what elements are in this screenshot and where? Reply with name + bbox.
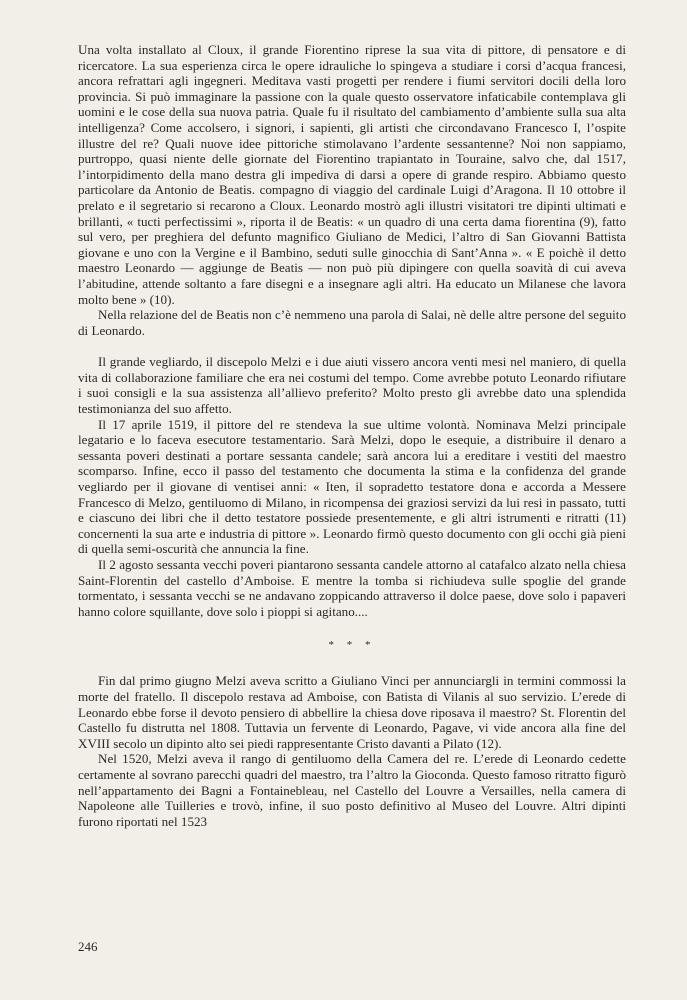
paragraph-3: Il grande vegliardo, il discepolo Melzi e i due aiuti vissero ancora venti mesi nel maniero, di quella vita di collaborazione familiare che era nei costumi del tempo. Come avrebbe potuto Leonardo rifiutare i suoi consigli e la sua assistenza all’allievo preferito? Molto presto gli avrebbe dato una splendida testimonianza del suo affetto. [78, 354, 626, 417]
paragraph-4: Il 17 aprile 1519, il pittore del re stendeva la sue ultime volontà. Nominava Melzi principale legatario e lo faceva esecutore testamentario. Sarà Melzi, dopo le esequie, a distribuire il denaro a sessanta poveri destinati a portare sessanta candele; sarà ancora lui a ereditare i vestiti del maestro scomparso. Infine, ecco il passo del testamento che documenta la stima e la confidenza del grande vegliardo per il giovane di ventisei anni: « Iten, il sopradetto testatore dona e accorda a Messere Francesco di Melzo, gentiluomo di Milano, in ricompensa dei graziosi servizi da lui resi in passato, tutti e ciascuno dei libri che il detto testatore possiede presentemente, e gli altri istrumenti e ritratti (11) concernenti la sua arte e industria di pittore ». Leonardo firmò questo documento con gli occhi già pieni di quella semi-oscurità che annuncia la fine. [78, 416, 626, 557]
paragraph-1: Una volta installato al Cloux, il grande Fiorentino riprese la sua vita di pittore, di pensatore e di ricercatore. La sua esperienza circa le opere idrauliche lo spingeva a studiare i corsi d’acqua francesi, ancora refrattari agli ingegneri. Meditava vasti progetti per rendere i fiumi servitori docili della loro provincia. Si può immaginare la passione con la quale questo osservatore infaticabile contemplava gli uomini e le cose della sua nuova patria. Quale fu il risultato del cambiamento d’ambiente sulla sua alta intelligenza? Come accolsero, i signori, i sapienti, gli artisti che circondavano Francesco I, l’ospite illustre del re? Quali nuove idee pittoriche stimolavano l’ardente sessantenne? Noi non sappiamo, purtroppo, quasi niente delle giornate del Fiorentino trapiantato in Touraine, salvo che, dal 1517, l’intorpidimento della mano destra gli impediva di darsi a opere di grande respiro. Abbiamo questo particolare da Antonio de Beatis. compagno di viaggio del cardinale Luigi d’Aragona. Il 10 ottobre il prelato e il segretario si recarono a Cloux. Leonardo mostrò agli illustri visitatori tre dipinti ultimati e brillanti, « tucti perfectissimi », riporta il de Beatis: « un quadro di una certa dama fiorentina (9), fatto sul vero, per preghiera del defunto magnifico Giuliano de Medici, l’altro di San Giovanni Battista giovane e uno con la Vergine e il Bambino, seduti sulle ginocchia di Sant’Anna ». « E poichè il detto maestro Leonardo — aggiunge de Beatis — non può più dipingere con quella soavità di cui aveva l’abitudine, attende soltanto a fare disegni e a insegnare agli altri. Ha educato un Milanese che lavora molto bene » (10). [78, 42, 626, 307]
section-separator: * * * [328, 639, 376, 652]
paragraph-2: Nella relazione del de Beatis non c’è nemmeno una parola di Salai, nè delle altre persone del seguito di Leonardo. [78, 307, 626, 338]
paragraph-6: Fin dal primo giugno Melzi aveva scritto a Giuliano Vinci per annunciargli in termini commossi la morte del fratello. Il discepolo restava ad Amboise, con Batista di Vilanis al suo servizio. L’erede di Leonardo ebbe forse il devoto pensiero di abbellire la chiesa dove riposava il maestro? St. Florentin del Castello fu distrutta nel 1808. Tuttavia un fervente di Leonardo, Pagave, vi vide ancora alla fine del XVIII secolo un dipinto alto sei piedi rappresentante Cristo davanti a Pilato (12). [78, 673, 626, 751]
paragraph-gap [78, 338, 626, 354]
paragraph-7: Nel 1520, Melzi aveva il rango di gentiluomo della Camera del re. L’erede di Leonardo cedette certamente al sovrano parecchi quadri del maestro, tra l’altro la Gioconda. Questo famoso ritratto figurò nell’appartamento dei Bagni a Fontainebleau, nel Castello del Louvre a Versailles, nella camera di Napoleone alle Tuilleries e trovò, infine, il suo posto definitivo al Museo del Louvre. Altri dipinti furono riportati nel 1523 [78, 751, 626, 829]
paragraph-5: Il 2 agosto sessanta vecchi poveri piantarono sessanta candele attorno al catafalco alzato nella chiesa Saint-Florentin del castello d’Amboise. E mentre la tomba si richiudeva sulle spoglie del grande tormentato, i sessanta vecchi se ne andavano zoppicando attraverso il dolce paese, dove solo i papaveri hanno colore squillante, dove solo i pioppi si agitano.... [78, 557, 626, 619]
page-body [78, 42, 626, 829]
page-number: 246 [78, 939, 98, 954]
